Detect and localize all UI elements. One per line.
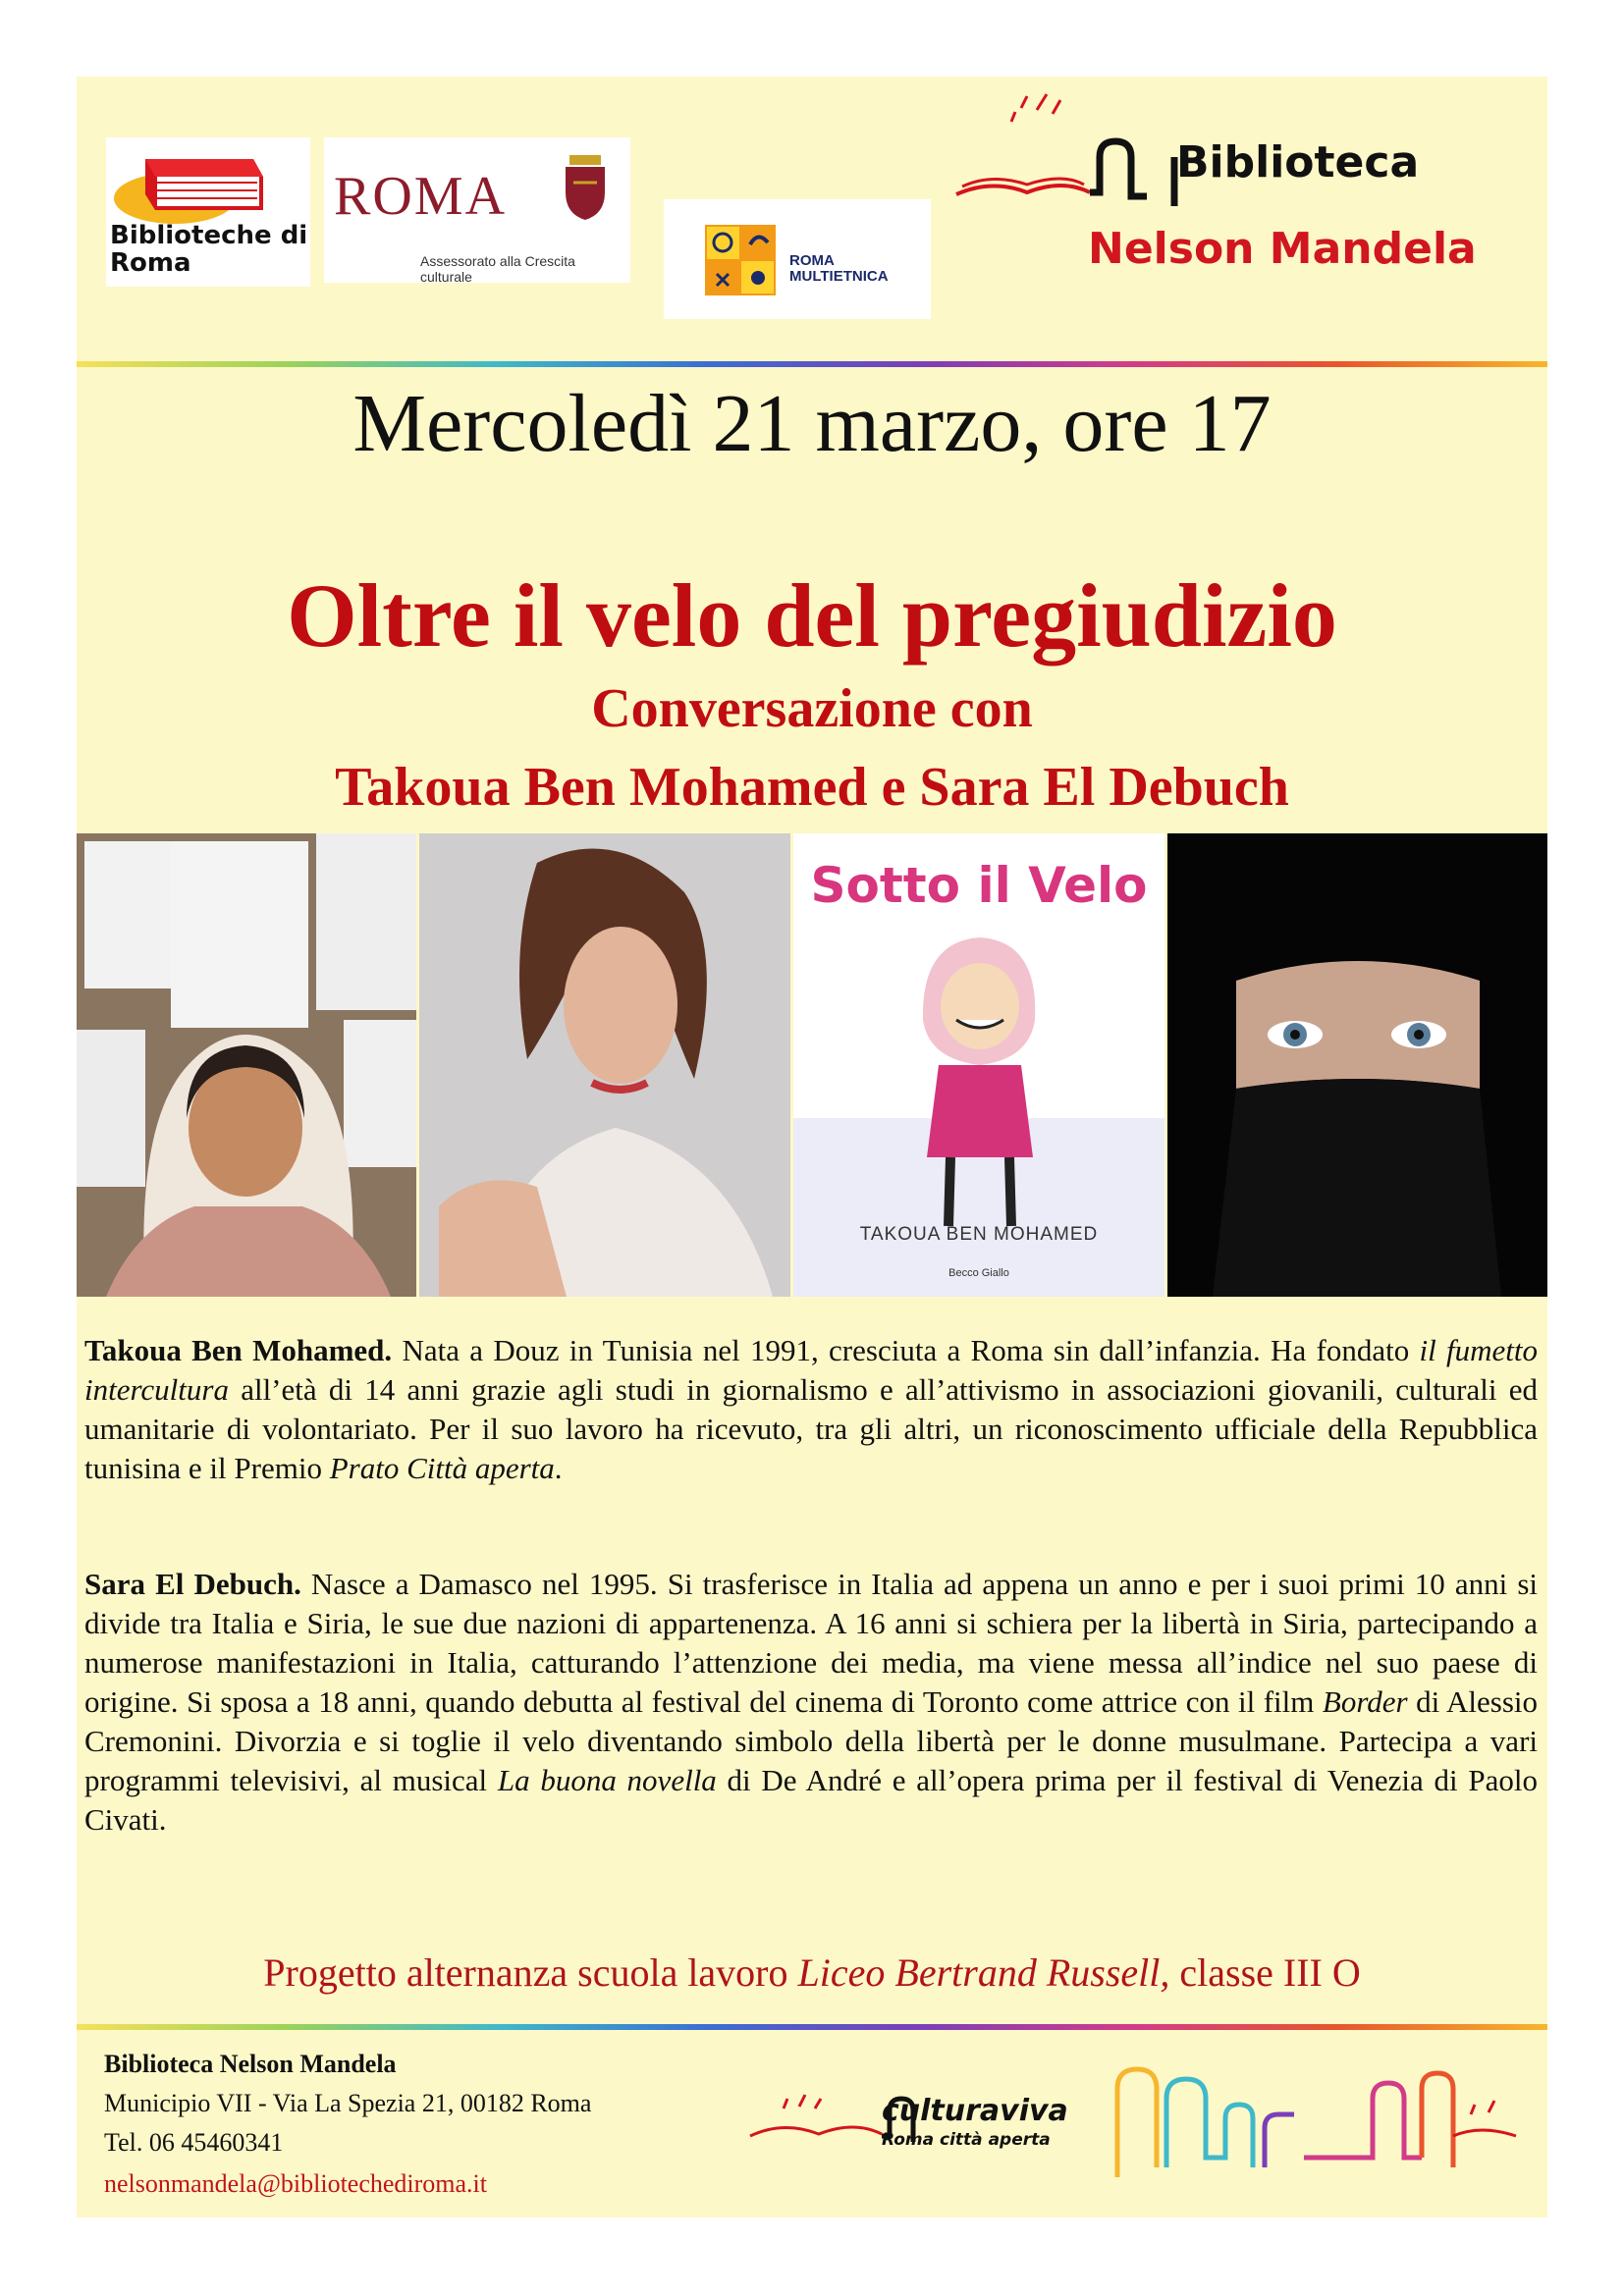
bio-sara-text-3: di De André e all’opera prima per il festival di Venezia di Paolo Civati. (84, 1763, 1538, 1837)
biblioteche-di-roma-logo (106, 137, 310, 287)
footer-library-name: Biblioteca Nelson Mandela (104, 2050, 397, 2078)
photo-takoua (77, 833, 416, 1297)
book-publisher: Becco Giallo (948, 1267, 1009, 1279)
bio-takoua (84, 1331, 1538, 1488)
event-date: Mercoledì 21 marzo, ore 17 (352, 378, 1272, 469)
progetto-text-2: classe III O (1169, 1950, 1361, 1995)
biblioteca-title: Biblioteca (1176, 137, 1420, 187)
multietnica-icon (703, 223, 778, 297)
bio-sara-text-1: Nasce a Damasco nel 1995. Si trasferisce in Italia ad appena un anno e per i suoi primi 10 anni si divide tra Italia e Siria, le sue due nazioni di appartenenza. A 16 anni si schiera per la libertà in Siria, partecipando a numerose manifestazioni in Italia, catturando l’attenzione dei media, ma viene messa all’indice nel suo paese di origine. Si sposa a 18 anni, quando debutta al festival del cinema di Toronto come attrice con il film (84, 1567, 1538, 1719)
bio-sara (84, 1565, 1538, 1840)
roma-logo-subtitle: Assessorato alla Crescita culturale (420, 253, 575, 285)
footer-phone: Tel. 06 45460341 (104, 2128, 284, 2157)
bio-sara-italic-1: Border (1322, 1684, 1408, 1719)
roma-logo (324, 137, 630, 283)
bio-takoua-text-2: all’età di 14 anni grazie agli studi in giornalismo e all’attivismo in associazioni giovanili, culturali ed umanitarie di volontariato. Per il suo lavoro ha ricevuto, tra gli altri, un riconoscimento ufficiale della Repubblica tunisina e il Premio (84, 1372, 1538, 1485)
photo-niqab (1167, 833, 1547, 1297)
roma-multietnica-logo (664, 199, 931, 319)
photo-niqab-illustration (1167, 833, 1547, 1297)
bio-takoua-italic-2: Prato Città aperta (329, 1451, 555, 1485)
bio-sara-name: Sara El Debuch. (84, 1567, 301, 1601)
bio-takoua-text-1: Nata a Douz in Tunisia nel 1991, cresciuta a Roma sin dall’infanzia. Ha fondato (392, 1333, 1420, 1367)
roma-logo-word: ROMA (334, 166, 508, 227)
photo-sara-illustration (419, 833, 790, 1297)
book-author: TAKOUA BEN MOHAMED (859, 1224, 1099, 1245)
rainbow-divider-top (77, 361, 1547, 367)
poster (77, 77, 1547, 2217)
progetto-text-1: Progetto alternanza scuola lavoro (263, 1950, 798, 1995)
bio-takoua-italic-1: il fumetto intercultura (84, 1333, 1539, 1407)
culturaviva-wordmark: culturaviva (882, 2094, 1068, 2128)
photo-sara (419, 833, 790, 1297)
photo-takoua-illustration (77, 833, 416, 1297)
rainbow-divider-bottom (77, 2024, 1547, 2030)
biblioteca-name: Nelson Mandela (1088, 224, 1477, 274)
event-title: Oltre il velo del pregiudizio (287, 565, 1337, 666)
multietnica-text: ROMA MULTIETNICA (789, 252, 889, 285)
biblioteca-book-icon (952, 88, 1188, 216)
event-subtitle-1: Conversazione con (591, 678, 1033, 739)
event-subtitle-2: Takoua Ben Mohamed e Sara El Debuch (335, 757, 1289, 818)
progetto-italic: Liceo Bertrand Russell, (797, 1950, 1170, 1995)
book-title: Sotto il Velo (810, 857, 1148, 914)
book-cover-sotto-il-velo (793, 833, 1164, 1297)
bio-takoua-text-3: . (554, 1451, 563, 1485)
progetto-line (77, 1949, 1547, 1996)
bio-takoua-name: Takoua Ben Mohamed. (84, 1333, 393, 1367)
book-stack-icon (106, 137, 310, 226)
culturaviva-logo-graphic (744, 2059, 1520, 2197)
bio-sara-italic-2: La buona novella (497, 1763, 717, 1797)
roma-crest-icon (560, 153, 611, 222)
footer-email-link[interactable]: nelsonmandela@bibliotechediroma.it (104, 2169, 487, 2198)
bio-sara-text-2: di Alessio Cremonini. Divorzia e si toglie il velo diventando simbolo della libertà per le donne musulmane. Partecipa a vari programmi televisivi, al musical (84, 1684, 1539, 1797)
footer-address: Municipio VII - Via La Spezia 21, 00182 Roma (104, 2089, 592, 2117)
culturaviva-subtitle: Roma città aperta (882, 2130, 1051, 2150)
biblioteche-logo-text: Biblioteche di Roma (110, 221, 308, 278)
